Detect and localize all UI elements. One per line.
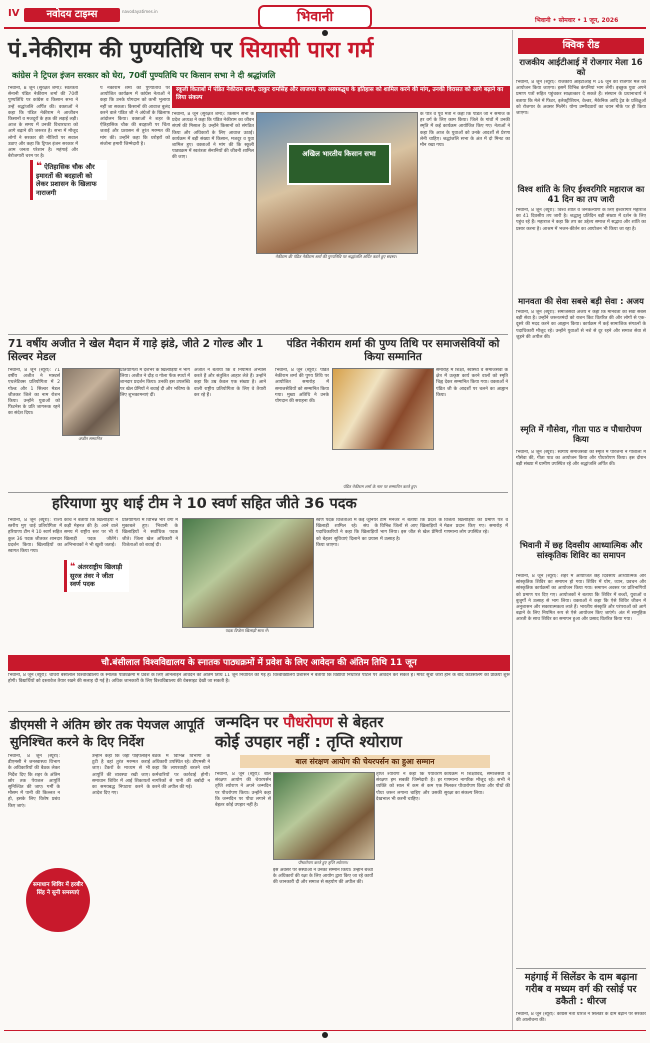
birthday-photo-caption: पौधारोपण करते हुए तृप्ति श्योराण। [297,860,348,865]
birthday-headline-part1: जन्मदिन पर [215,714,284,731]
dateline: भिवानी • सोमवार • 1 जून, 2026 [535,17,619,24]
right-bottom-headline: महंगाई में सिलेंडर के दाम बढ़ाना गरीब व मध्यम वर्ग की रसोई पर डकैती : धीरज [524,972,638,1007]
right-item-1-body: भिवानी, 8 जून (ब्यूरो): राजकीय आईटीआई में 16 जून को रोजगार मेले का आयोजन किया जाएगा। इसमें विभिन्न कंपनियां भाग लेंगी। इच्छुक युवा अपने प्रमाण पत्रों सहित पहुंचकर साक्षात्कार दे सकते हैं। संस्थान के प्रधानाचार्य ने बताया कि मेले में फिटर, इलेक्ट्रीशियन, वेल्डर, मैकेनिक आदि ट्रेड के प्रशिक्षुओं को रोजगार के अवसर मिलेंगे। योग्य उम्मीदवारों का चयन मौके पर ही किया जाएगा। [516,80,646,117]
birthday-body-col2: इस अवसर पर संस्थाओं ने उनका सम्मान किया। उन्होंने बच्चों के अधिकारों की रक्षा के लिए आयोग द्वारा किए जा रहे कार्यों की जानकारी दी और समाज से सहयोग की अपील की। [273,868,373,886]
divider [8,492,508,493]
right-item-1-headline: राजकीय आईटीआई में रोजगार मेला 16 को [519,57,643,77]
quote-icon: ❝ [70,562,76,572]
haryana-body-col4: स्वर्ण पदक विजेताओं में कई जूनियर खिलाड़ी शामिल रहे। संघ के पदाधिकारियों ने कहा कि खिलाड़ियों को बेहतर सुविधाएं दिलाने का प्रयास किया जाएगा। [316,518,378,548]
dmc-quote: समाधान शिविर में हरबीर सिंह ने सुनी समस्याएं [26,868,90,932]
birthday-headline-line1 [215,713,511,732]
birthday-photo [273,772,375,860]
birthday-headline-part2: पौधरोपण [283,714,333,731]
right-item-2-headline: विश्व शांति के लिए ईश्वरगिरि महाराज का 41 दिन का तप जारी [517,184,645,204]
sports1-body-col2: प्रतियोगिता में देशभर के खिलाड़ियों ने भाग लिया। अजीत ने दौड़ व गोला फेंक स्पर्धा में शानदार प्रदर्शन किया। उनकी इस उपलब्धि पर खेल प्रेमियों ने बधाई दी और भविष्य के लिए शुभकामनाएं दीं। [120,368,190,398]
right-item-4-body: भिवानी, 8 जून (ब्यूरो): स्वर्गीय समाजसेवी की स्मृति में परिजनों ने गौशाला में गौसेवा की, गीता पाठ का आयोजन किया और पौधारोपण किया। इस दौरान बड़ी संख्या में ग्रामीण उपस्थित रहे और श्रद्धांजलि अर्पित की। [516,450,646,468]
masthead-rule [4,27,646,29]
lead-sidebar-quote [30,160,107,200]
lead-red-strip: स्कूली किताबों में पंडित नेकीराम शर्मा, ठाकुर रामसिंह और लाजपत राय अस्त्रबद्ध्‌ध के इतिहास को शामिल करने की मांग, उनकी विरासत को आगे बढ़ाने का लिया संकल्प [172,86,510,108]
registration-mark-icon [322,1032,328,1038]
divider [516,968,646,969]
dateline-date: 1 जून, 2026 [583,17,619,24]
sports1-body-col3: अजीत ने बताया कि वे नियमित अभ्यास करते हैं और संतुलित आहार लेते हैं। उन्होंने कहा कि उम्र केवल एक संख्या है। आने वाली राष्ट्रीय प्रतियोगिता के लिए वे तैयारी कर रहे हैं। [194,368,266,398]
section-title: भिवानी [258,5,372,29]
dmc-body-col3: बैठक में विभिन्न विभागों के अधिकारी उपस्थित रहे। डीएमसी ने कहा कि लापरवाही बरतने वाले कर्मचारियों पर कार्रवाई होगी। नागरिकों से पानी की बर्बादी न करने की अपील की गई। [152,754,210,791]
right-item-3-body: भिवानी, 8 जून (ब्यूरो): समाजसेवी अजय ने कहा कि मानवता की सेवा सबसे बड़ी सेवा है। उन्होंने जरूरतमंदों को राशन किट वितरित की और लोगों से एक-दूसरे की मदद करने का आह्वान किया। कार्यक्रम में कई सामाजिक संगठनों के पदाधिकारी मौजूद रहे। उन्होंने युवाओं से नशे से दूर रहने और समाज सेवा से जुड़ने की अपील की। [516,310,646,340]
quick-read-kicker: क्विक रीड [518,38,644,54]
right-item-2-body: भिवानी, 8 जून (ब्यूरो): विश्व शांति व जनकल्याण के लिए ईश्वरगिरि महाराज का 41 दिवसीय तप जारी है। श्रद्धालु प्रतिदिन बड़ी संख्या में दर्शन के लिए पहुंच रहे हैं। महाराज ने कहा कि तप का उद्देश्य समाज में सद्भाव और शांति का प्रसार करना है। आश्रम में भजन-कीर्तन का आयोजन भी किया जा रहा है। [516,208,646,232]
tribute-photo-caption: पंडित नेकीराम शर्मा के नाम पर सम्मानित करते हुए। [343,484,417,489]
quote-icon: ❝ [36,161,42,172]
sports1-body-col1: भिवानी, 8 जून (ब्यूरो): 71 वर्षीय अजीत ने मास्टर्स एथलेटिक्स प्रतियोगिता में 2 गोल्ड और 1 सिल्वर मेडल जीतकर जिले का नाम रोशन किया। उन्होंने युवाओं को फिटनेस के प्रति जागरूक रहने का संदेश दिया। [8,368,60,417]
page-bottom-rule [4,1030,646,1031]
birthday-headline [215,713,511,751]
tribute-body-col1: भिवानी, 8 जून (ब्यूरो): पंडित नेकीराम शर्मा की पुण्य तिथि पर आयोजित समारोह में समाजसेवियों को सम्मानित किया गया। मुख्य अतिथि ने उनके योगदान की सराहना की। [275,368,329,405]
lead-body-col3: भिवानी, 8 जून (सुरक्षेत शर्मा): किसान सभा के प्रदेश अध्यक्ष ने कहा कि पंडित नेकीराम का जीवन संघर्ष की मिसाल है। उन्होंने किसानों को संगठित किया और अधिकारों के लिए आवाज उठाई। कार्यक्रम में बड़ी संख्या में किसान, मजदूर व युवा शामिल हुए। वक्ताओं ने मांग की कि स्कूली पाठ्यक्रम में स्वतंत्रता सेनानियों की जीवनी शामिल की जाए। [172,112,254,161]
lead-body-col2: पं नेकीराम शर्मा की पुण्यतिथि पर आयोजित कार्यक्रम में कांग्रेस नेताओं ने कहा कि उनके योगदान को कभी भुलाया नहीं जा सकता। किसानों की आवाज बुलंद करने वाले पंडित जी ने अंग्रेजों के खिलाफ आंदोलन किया। वक्ताओं ने शहर के ऐतिहासिक चौक की बदहाली पर चिंता जताई और प्रशासन से तुरंत मरम्मत की मांग की। उन्होंने कहा कि धरोहरों को संजोना हमारी जिम्मेदारी है। [100,86,170,147]
registration-mark-icon [322,30,328,36]
haryana-body-col6: विजेता खिलाड़ियों को प्रमाण पत्र व मेडल प्रदान किए गए। समारोह में गणमान्य लोग उपस्थित रहे। [444,518,508,536]
dateline-day: सोमवार [558,17,576,24]
haryana-highlight-text: अंतरराष्ट्रीय खिलाड़ी सुरज तंवर ने जीता स्वर्ण पदक [70,563,123,588]
page-number: IV [8,8,20,19]
tribute-headline: पंडित नेकीराम शर्मा की पुण्य तिथि पर समाजसेवियों को किया सम्मानित [286,338,500,363]
university-body: भिवानी, 8 जून (ब्यूरो): चौधरी बंसीलाल विश्वविद्यालय के स्नातक पाठ्यक्रमों में प्रवेश के लिए ऑनलाइन आवेदन की अंतिम तिथि 11 जून निर्धारित की गई है। विश्वविद्यालय प्रशासन ने बताया कि विद्यार्थी निर्धारित पोर्टल पर आवेदन कर सकते हैं। मेरिट सूची जारी होने के बाद काउंसलिंग की प्रक्रिया शुरू होगी। विद्यार्थियों को दस्तावेज तैयार रखने की सलाह दी गई है। अधिक जानकारी के लिए विश्वविद्यालय की वेबसाइट देखी जा सकती है। [8,673,510,685]
right-item-5-headline: भिवानी में छह दिवसीय आध्यात्मिक और सांस्कृतिक शिविर का समापन [519,540,643,560]
lead-photo-banner: अखिल भारतीय किसान सभा [287,143,391,185]
url-tag: navodayatimes.in [122,9,158,14]
divider [8,711,510,712]
haryana-body-col3: प्रतियोगिता में विभिन्न भार वर्गों में मुकाबले हुए। भिवानी के खिलाड़ियों ने सर्वाधिक पदक जीते। जिला खेल अधिकारी ने विजेताओं को बधाई दी। [122,518,178,548]
right-item-3-headline: मानवता की सेवा सबसे बड़ी सेवा : अजय [518,296,644,306]
right-item-5-body: भिवानी, 8 जून (ब्यूरो): शहर में आयोजित छह दिवसीय आध्यात्मिक और सांस्कृतिक शिविर का समापन हो गया। शिविर में योग, ध्यान, प्रवचन और सांस्कृतिक कार्यक्रमों का आयोजन किया गया। समापन अवसर पर प्रतिभागियों को प्रमाण पत्र दिए गए। आयोजकों ने बताया कि शिविर में बच्चों, युवाओं व बुजुर्गों ने उत्साह से भाग लिया। वक्ताओं ने कहा कि ऐसे शिविर जीवन में अनुशासन और सकारात्मकता लाते हैं। भारतीय संस्कृति और परंपराओं को आगे बढ़ाने के लिए नियमित रूप से ऐसे आयोजन किए जाएंगे। अंत में सामूहिक आरती के साथ शिविर का समापन हुआ और प्रसाद वितरित किया गया। [516,574,646,623]
lead-photo-caption: नेकीराम की पंडित नेकीराम शर्मा की पुण्यतिथि पर श्रद्धांजलि अर्पित करते हुए सदस्य। [275,254,397,259]
sports1-headline: 71 वर्षीय अजीत ने खेल मैदान में गाड़े झंडे, जीते 2 गोल्ड और 1 सिल्वर मेडल [8,338,264,363]
divider [8,334,508,335]
right-item-4-headline: स्मृति में गौसेवा, गीता पाठ व पौधारोपण किया [520,424,642,444]
sports1-photo-caption: अजीत सम्मानित [78,436,102,441]
paper-logo: नवोदय टाइम्स [24,8,120,22]
birthday-body-col3: तृप्ति श्योराण ने कहा कि पर्यावरण संरक्षण हम सबकी जिम्मेदारी है। हर व्यक्ति को साल में कम से कम एक पौधा जरूर लगाना चाहिए और उसकी देखभाल भी करनी चाहिए। [376,772,442,802]
haryana-highlight [64,560,129,592]
haryana-body-col1: भिवानी, 8 जून (ब्यूरो): राज्य स्तरीय मुए थाई प्रतियोगिता में हरियाणा टीम ने 10 स्वर्ण सहित कुल 36 पदक जीतकर शानदार प्रदर्शन किया। खिलाड़ियों का स्वागत किया गया। [8,518,62,555]
haryana-headline: हरियाणा मुए थाई टीम ने 10 स्वर्ण सहित जीते 36 पदक [52,495,357,512]
haryana-photo-caption: पदक विजेता खिलाड़ी साथ में। [225,628,269,633]
tribute-photo [332,368,434,450]
birthday-body-col1: भिवानी, 8 जून (ब्यूरो): बाल संरक्षण आयोग की चेयरपर्सन तृप्ति श्योराण ने अपने जन्मदिन पर पौधरोपण किया। उन्होंने कहा कि जन्मदिन पर पौधा लगाने से बेहतर कोई उपहार नहीं है। [215,772,271,809]
birthday-body-col4: कार्यक्रम में शिक्षाविद, समाजसेवी व गणमान्य नागरिक मौजूद रहे। सभी ने मिलकर पौधारोपण किया और पौधों की सुरक्षा का संकल्प लिया। [444,772,510,796]
lead-headline [8,38,508,64]
right-bottom-body: भिवानी, 8 जून (ब्यूरो): कांग्रेस नेता धीरज ने सिलेंडर के दाम बढ़ाने पर सरकार की आलोचना की। [516,1012,646,1024]
birthday-headline-line2: कोई उपहार नहीं : तृप्ति श्योराण [215,732,402,751]
lead-sidebar-quote-text: ऐतिहासिक चौक और इमारतों की बदहाली को लेकर प्रशासन के खिलाफ नाराजगी [36,163,97,197]
tribute-body-col2: समारोह में शिक्षा, स्वास्थ्य व समाजसेवा के क्षेत्र में उत्कृष्ट कार्य करने वालों को स्मृति चिह्न देकर सम्मानित किया गया। वक्ताओं ने पंडित जी के आदर्शों पर चलने का आह्वान किया। [436,368,508,398]
right-column-border [512,30,513,1030]
dmc-headline: डीएमसी ने अंतिम छोर तक पेयजल आपूर्ति सुनिश्चित करने के दिए निर्देश [10,717,205,749]
haryana-body-col5: टीम मैनेजर ने बताया कि प्रदेश के विभिन्न जिलों से आए खिलाड़ियों ने भाग लिया। इस जीत से खेल प्रेमियों में उत्साह है। [380,518,442,542]
birthday-subhead: बाल संरक्षण आयोग की चेयरपर्सन का हुआ सम्मान [240,755,490,768]
dmc-body-col1: भिवानी, 8 जून (ब्यूरो): डीएमसी ने जनस्वास्थ्य विभाग के अधिकारियों की बैठक लेकर निर्देश दिए कि शहर के अंतिम छोर तक पेयजल आपूर्ति सुनिश्चित की जाए। गर्मी के मौसम में पानी की किल्लत न हो, इसके लिए विशेष प्रबंध किए जाएं। [8,754,60,809]
birthday-headline-part3: से बेहतर [332,714,384,731]
dmc-body-col2: उन्होंने कहा कि जहां पाइपलाइन टूटी है वहां तुरंत मरम्मत कराई जाए। टैंकरों के माध्यम से भी आपूर्ति की व्यवस्था रखी जाए। समाधान शिविर में आई शिकायतों का समयबद्ध निपटारा करने के आदेश दिए गए। [92,754,150,797]
haryana-body-col2: कोच ने बताया कि खिलाड़ियों ने कड़ी मेहनत की है। आने वाले समय में राष्ट्रीय स्तर पर भी ये खिलाड़ी पदक जीतेंगे। अभिभावकों ने भी खुशी जताई। [64,518,118,548]
sports1-photo [62,368,120,436]
lead-headline-part2: सियासी पारा गर्म [239,38,374,63]
dateline-city: भिवानी [535,17,551,24]
lead-subhead: कांग्रेस ने ट्रिपल इंजन सरकार को घेरा, 70वीं पुण्यतिथि पर किसान सभा ने दी श्रद्धांजलि [12,70,276,80]
lead-headline-part1: पं.नेकीराम की पुण्यतिथि पर [8,38,240,63]
lead-photo [256,112,418,254]
lead-body-col4: के पौत्र व पूर्व मंत्री ने कहा कि पंडित जी ने समाज के हर वर्ग के लिए काम किया। जिले के गांवों में उनकी स्मृति में कई कार्यक्रम आयोजित किए गए। नेताओं ने कहा कि आज के युवाओं को उनके आदर्शों से प्रेरणा लेनी चाहिए। श्रद्धांजलि सभा के अंत में दो मिनट का मौन रखा गया। [420,112,510,149]
haryana-photo [182,518,314,628]
lead-body-col1: भिवानी, 8 जून (सुरक्षेत शर्मा): स्वतंत्रता सेनानी पंडित नेकीराम शर्मा की 70वीं पुण्यतिथि पर कांग्रेस व किसान सभा ने उन्हें श्रद्धांजलि अर्पित की। वक्ताओं ने कहा कि पंडित नेकीराम ने आजीवन किसानों व मजदूरों के हक की लड़ाई लड़ी। आज के समय में उनकी विचारधारा को आगे बढ़ाने की जरूरत है। सभा में मौजूद लोगों ने सरकार की नीतियों पर सवाल उठाए और कहा कि ट्रिपल इंजन सरकार में आम जनता परेशान है। महंगाई और बेरोजगारी चरम पर है। [8,86,78,160]
university-headline: चौ.बंसीलाल विश्वविद्यालय के स्नातक पाठ्यक्रमों में प्रवेश के लिए आवेदन की अंतिम तिथि 11 जून [8,655,510,671]
